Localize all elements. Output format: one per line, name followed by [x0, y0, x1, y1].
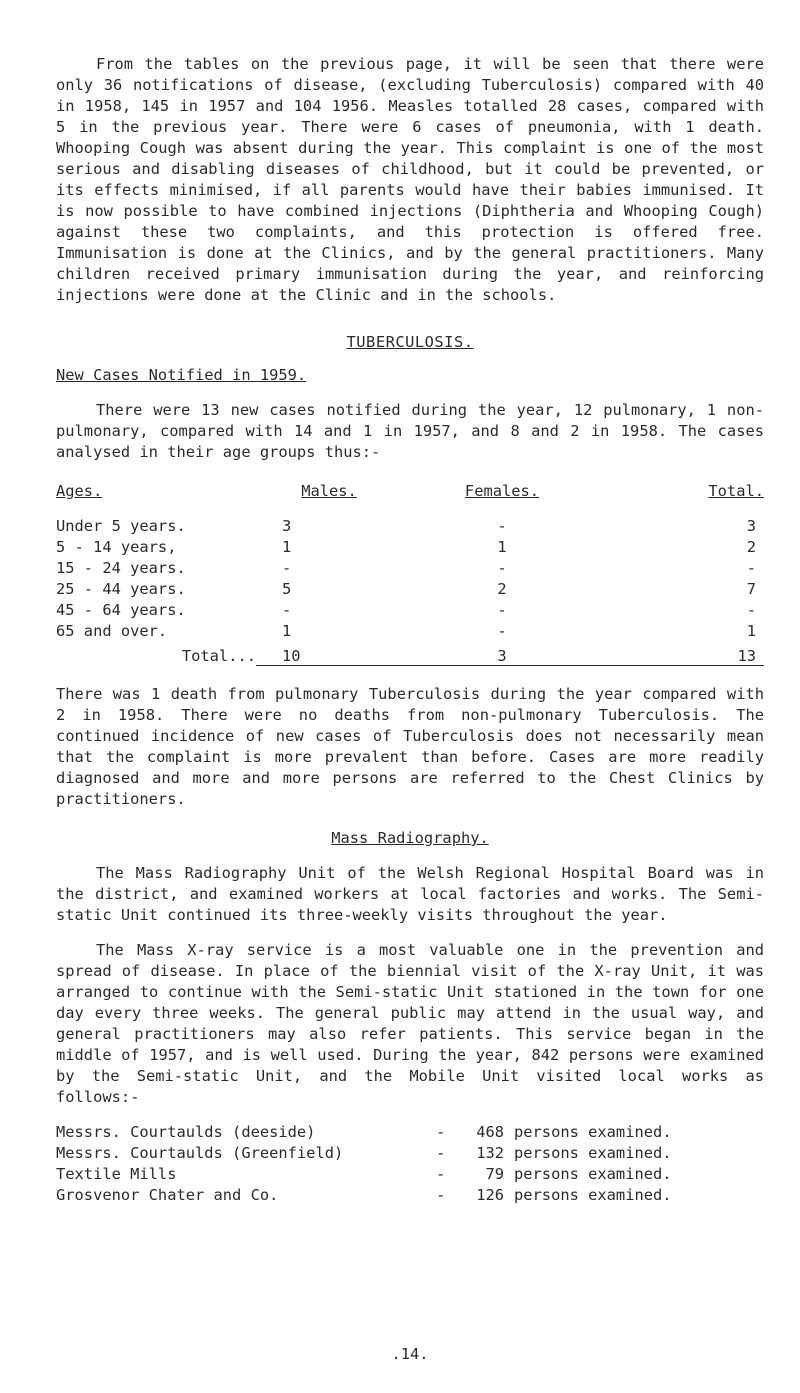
- table-total-row: [56, 642, 764, 667]
- row-females: -: [497, 622, 507, 640]
- works-dash: -: [436, 1186, 446, 1204]
- row-age: Under 5 years.: [56, 517, 186, 535]
- row-age: 65 and over.: [56, 622, 168, 640]
- table-row: [56, 516, 764, 537]
- row-females: -: [497, 601, 507, 619]
- works-count: 468: [476, 1123, 504, 1141]
- document-page: [56, 54, 764, 1363]
- row-total: -: [746, 559, 756, 577]
- row-males: 5: [282, 580, 292, 598]
- row-age: 45 - 64 years.: [56, 601, 186, 619]
- mass-radiography-heading: Mass Radiography.: [331, 829, 489, 847]
- works-text: persons examined.: [514, 1165, 672, 1183]
- new-cases-heading: New Cases Notified in 1959.: [56, 366, 307, 384]
- row-age: 15 - 24 years.: [56, 559, 186, 577]
- total-females: 3: [497, 647, 507, 665]
- row-males: -: [282, 601, 292, 619]
- header-females: Females.: [464, 482, 540, 500]
- row-males: 1: [282, 622, 292, 640]
- works-dash: -: [436, 1144, 446, 1162]
- total-label: Total...: [181, 647, 256, 665]
- total-males: 10: [282, 647, 301, 665]
- works-count: 79: [485, 1165, 504, 1183]
- works-count: 132: [476, 1144, 504, 1162]
- tuberculosis-heading: TUBERCULOSIS.: [346, 333, 474, 351]
- row-total: 3: [746, 517, 756, 535]
- row-total: 1: [746, 622, 756, 640]
- header-ages: Ages.: [56, 482, 103, 500]
- works-name: Messrs. Courtaulds (Greenfield): [56, 1144, 344, 1162]
- table-row: [56, 579, 764, 600]
- row-males: 1: [282, 538, 292, 556]
- row-females: -: [497, 559, 507, 577]
- age-groups-table: [56, 481, 764, 667]
- table-total-rule: [256, 665, 764, 666]
- new-cases-paragraph: There were 13 new cases notified during the year, 12 pulmonary, 1 non-pulmonary, compared with 14 and 1 in 1957, and 8 and 2 in 1958. The cases analysed in their age groups thus:-: [56, 401, 764, 461]
- table-row: [56, 621, 764, 642]
- header-total: Total.: [708, 482, 764, 500]
- row-males: -: [282, 559, 292, 577]
- works-dash: -: [436, 1123, 446, 1141]
- works-text: persons examined.: [514, 1186, 672, 1204]
- works-visited-list: [56, 1122, 764, 1206]
- row-age: 25 - 44 years.: [56, 580, 186, 598]
- works-name: Messrs. Courtaulds (deeside): [56, 1123, 316, 1141]
- death-paragraph: There was 1 death from pulmonary Tuberculosis during the year compared with 2 in 1958. There were no deaths from non-pulmonary Tuberculosis. The continued incidence of new cases of Tuberculosis does not necessarily mean that the complaint is more prevalent than before. Cases are more readily diagnosed and more and more persons are referred to the Chest Clinics by practitioners.: [56, 685, 764, 808]
- intro-paragraph: From the tables on the previous page, it will be seen that there were only 36 notifications of disease, (excluding Tuberculosis) compared with 40 in 1958, 145 in 1957 and 104 1956. Measles totalled 28 cases, compared with 5 in the previous year. There were 6 cases of pneumonia, with 1 death. Whooping Cough was absent during the year. This complaint is one of the most serious and disabling diseases of childhood, but it could be prevented, or its effects minimised, if all parents would have their babies immunised. It is now possible to have combined injections (Diphtheria and Whooping Cough) against these two complaints, and this protection is offered free. Immunisation is done at the Clinics, and by the general practitioners. Many children received primary immunisation during the year, and reinforcing injections were done at the Clinic and in the schools.: [56, 55, 764, 304]
- works-dash: -: [436, 1165, 446, 1183]
- table-row: [56, 537, 764, 558]
- row-females: 1: [497, 538, 507, 556]
- table-header-row: [56, 481, 764, 516]
- list-item: [56, 1143, 764, 1164]
- row-age: 5 - 14 years,: [56, 538, 177, 556]
- mass-radiography-paragraph-1: The Mass Radiography Unit of the Welsh Regional Hospital Board was in the district, and examined workers at local factories and works. The Semi-static Unit continued its three-weekly visits throughout the year.: [56, 864, 764, 924]
- list-item: [56, 1185, 764, 1206]
- header-males: Males.: [301, 482, 357, 500]
- row-total: 7: [746, 580, 756, 598]
- row-total: 2: [746, 538, 756, 556]
- page-number: .14.: [391, 1345, 429, 1363]
- row-females: -: [497, 517, 507, 535]
- row-total: -: [746, 601, 756, 619]
- mass-radiography-paragraph-2: The Mass X-ray service is a most valuable one in the prevention and spread of disease. In place of the biennial visit of the X-ray Unit, it was arranged to continue with the Semi-static Unit stationed in the town for one day every three weeks. The general public may attend in the usual way, and general practitioners may also refer patients. This service began in the middle of 1957, and is well used. During the year, 842 persons were examined by the Semi-static Unit, and the Mobile Unit visited local works as follows:-: [56, 941, 764, 1106]
- works-text: persons examined.: [514, 1123, 672, 1141]
- row-females: 2: [497, 580, 507, 598]
- row-males: 3: [282, 517, 292, 535]
- table-row: [56, 558, 764, 579]
- works-count: 126: [476, 1186, 504, 1204]
- list-item: [56, 1122, 764, 1143]
- table-row: [56, 600, 764, 621]
- works-name: Grosvenor Chater and Co.: [56, 1186, 279, 1204]
- works-text: persons examined.: [514, 1144, 672, 1162]
- works-name: Textile Mills: [56, 1165, 177, 1183]
- total-total: 13: [737, 647, 756, 665]
- list-item: [56, 1164, 764, 1185]
